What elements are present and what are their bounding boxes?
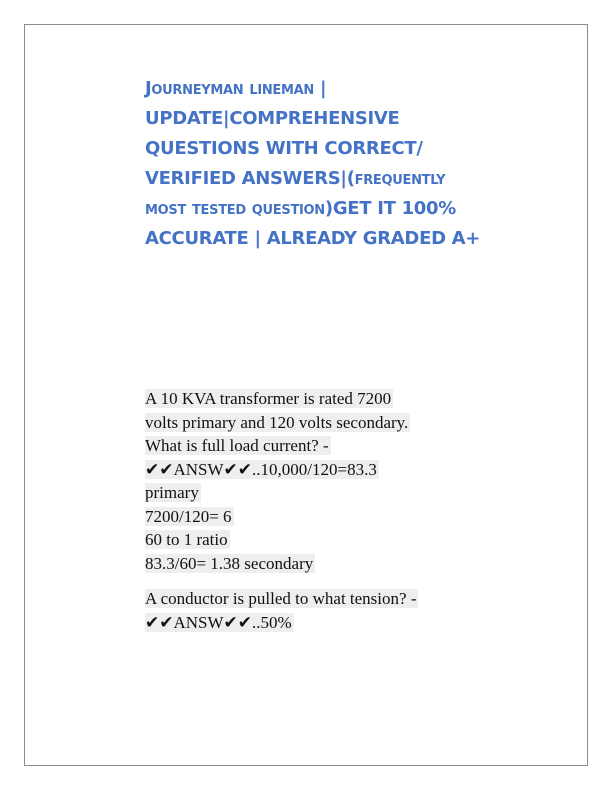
question-line: A 10 KVA transformer is rated 7200 xyxy=(145,389,392,408)
qa-item xyxy=(145,387,475,575)
qa-item xyxy=(145,587,475,634)
answer-line: primary xyxy=(145,483,199,502)
answer-line: 7200/120= 6 xyxy=(145,506,232,526)
document-title: Journeyman lineman | UPDATE|COMPREHENSIVE QUESTIONS WITH CORRECT/ VERIFIED ANSWERS|(frequently most tested question)GET IT 100% ACCURATE | ALREADY GRADED A+ xyxy=(145,78,481,249)
document-body xyxy=(145,387,475,646)
answer-line: ✔✔ANSW✔✔..50% xyxy=(145,612,292,632)
answer-line: ✔✔ANSW✔✔..10,000/120=83.3 xyxy=(145,459,377,479)
answer-line: 60 to 1 ratio xyxy=(145,530,228,549)
answer-line: 83.3/60= 1.38 secondary xyxy=(145,553,314,573)
question-line: A conductor is pulled to what tension? - xyxy=(145,589,417,608)
question-line: volts primary and 120 volts secondary. xyxy=(145,412,409,432)
question-line: What is full load current? - xyxy=(145,436,329,455)
